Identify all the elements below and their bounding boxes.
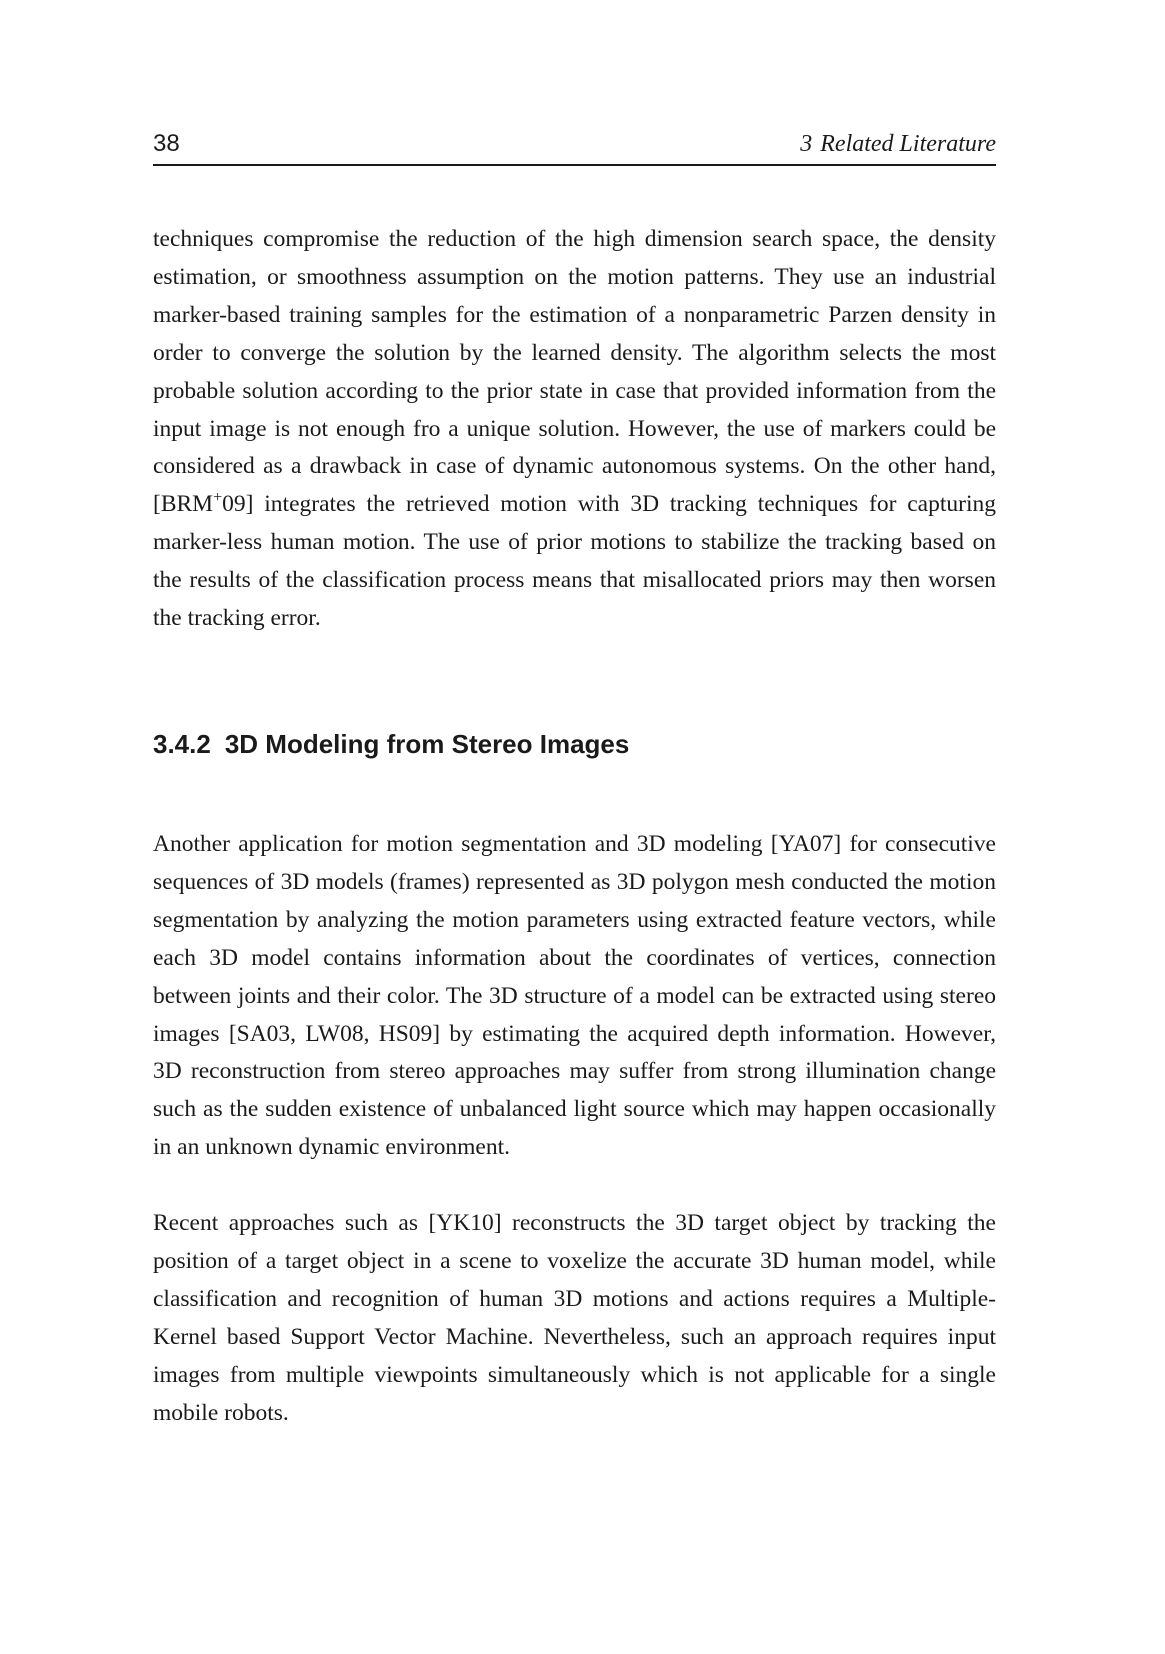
section-heading <box>153 728 629 760</box>
section-number: 3.4.2 <box>153 729 211 759</box>
page-number: 38 <box>153 130 180 157</box>
body-paragraph-1 <box>153 221 996 638</box>
paragraph-1-text-after-citation: 09] integrates the retrieved motion with 3D tracking techniques for capturing marker-less human motion. The use of prior motions to stabilize the tracking based on the results of the classification process means that misallocated priors may then worsen the tracking error. <box>153 491 996 632</box>
section-title: 3D Modeling from Stereo Images <box>224 729 630 759</box>
body-paragraph-3: Recent approaches such as [YK10] reconstructs the 3D target object by tracking the position of a target object in a scene to voxelize the accurate 3D human model, while classification and recognition of human 3D motions and actions requires a Multiple-Kernel based Support Vector Machine. Nevertheless, such an approach requires input images from multiple viewpoints simultaneously which is not applicable for a single mobile robots. <box>153 1210 996 1426</box>
chapter-title-text: Related Literature <box>820 131 996 157</box>
citation-superscript: + <box>213 489 223 507</box>
paragraph-1-text-before-citation: techniques compromise the reduction of the high dimension search space, the density estimation, or smoothness assumption on the motion patterns. They use an industrial marker-based training samples for the estimation of a nonparametric Parzen density in order to converge the solution by the learned density. The algorithm selects the most probable solution according to the prior state in case that provided information from the input image is not enough fro a unique solution. However, the use of markers could be considered as a drawback in case of dynamic autonomous systems. On the other hand, [BRM <box>153 226 996 518</box>
chapter-title <box>800 130 996 158</box>
chapter-number: 3 <box>800 131 813 157</box>
running-head <box>153 128 996 166</box>
body-paragraph-2: Another application for motion segmentation and 3D modeling [YA07] for consecutive sequences of 3D models (frames) represented as 3D polygon mesh conducted the motion segmentation by analyzing the motion parameters using extracted feature vectors, while each 3D model contains information about the coordinates of vertices, connection between joints and their color. The 3D structure of a model can be extracted using stereo images [SA03, LW08, HS09] by estimating the acquired depth information. However, 3D reconstruction from stereo approaches may suffer from strong illumination change such as the sudden existence of unbalanced light source which may happen occasionally in an unknown dynamic environment. <box>153 831 996 1161</box>
